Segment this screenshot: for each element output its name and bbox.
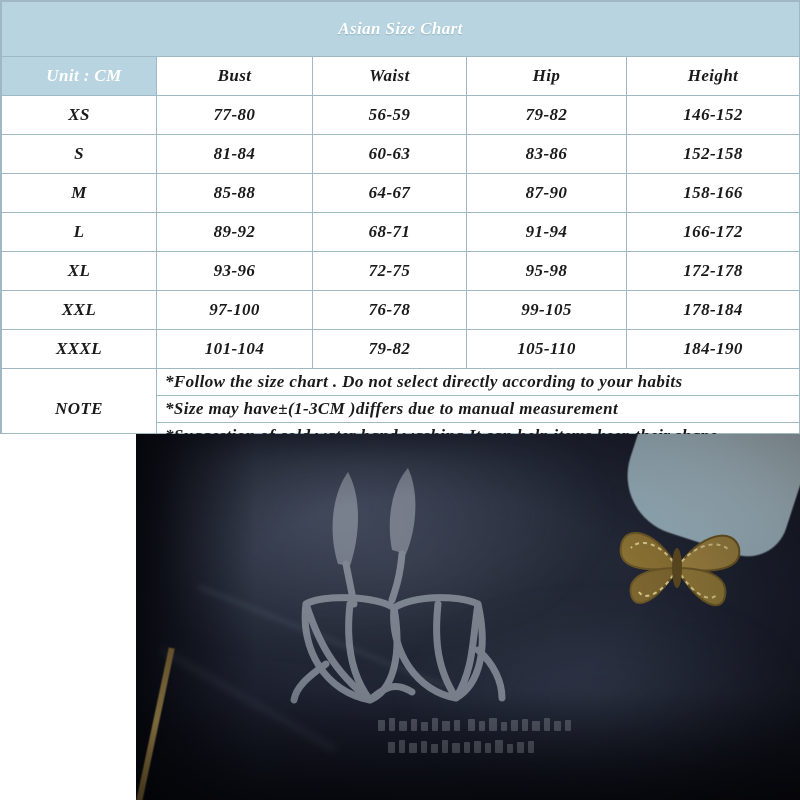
cell-waist: 79-82 (313, 330, 467, 369)
butterfly-applique-icon (615, 506, 745, 631)
cell-height: 152-158 (627, 135, 800, 174)
satin-fabric-background (136, 434, 800, 800)
cell-hip: 91-94 (467, 213, 627, 252)
cell-bust: 77-80 (157, 96, 313, 135)
cell-height: 178-184 (627, 291, 800, 330)
table-row (2, 291, 800, 330)
tulip-flower-print-icon (266, 454, 526, 704)
cell-waist: 68-71 (313, 213, 467, 252)
size-label: XXL (2, 291, 157, 330)
table-row (2, 330, 800, 369)
brand-lettering-icon (376, 714, 626, 760)
size-label: XL (2, 252, 157, 291)
size-label: XXXL (2, 330, 157, 369)
table-row (2, 174, 800, 213)
table-row (2, 96, 800, 135)
cell-hip: 83-86 (467, 135, 627, 174)
note-label: NOTE (2, 369, 157, 450)
cell-waist: 60-63 (313, 135, 467, 174)
page-title: Asian Size Chart (2, 2, 800, 57)
size-label: M (2, 174, 157, 213)
cell-height: 184-190 (627, 330, 800, 369)
cell-waist: 76-78 (313, 291, 467, 330)
cell-waist: 64-67 (313, 174, 467, 213)
chart-header-row (2, 57, 800, 96)
column-header-bust: Bust (157, 57, 313, 96)
table-row (2, 213, 800, 252)
cell-hip: 99-105 (467, 291, 627, 330)
cell-hip: 87-90 (467, 174, 627, 213)
cell-bust: 85-88 (157, 174, 313, 213)
size-label: XS (2, 96, 157, 135)
size-label: L (2, 213, 157, 252)
cell-hip: 105-110 (467, 330, 627, 369)
cell-bust: 101-104 (157, 330, 313, 369)
product-photo (0, 434, 800, 800)
cell-hip: 79-82 (467, 96, 627, 135)
cell-height: 166-172 (627, 213, 800, 252)
column-header-hip: Hip (467, 57, 627, 96)
cell-waist: 72-75 (313, 252, 467, 291)
chart-title-row (2, 2, 800, 57)
table-row (2, 252, 800, 291)
column-header-height: Height (627, 57, 800, 96)
cell-height: 172-178 (627, 252, 800, 291)
cell-waist: 56-59 (313, 96, 467, 135)
cell-height: 146-152 (627, 96, 800, 135)
cell-bust: 81-84 (157, 135, 313, 174)
note-row-1 (2, 369, 800, 396)
note-line: *Follow the size chart . Do not select directly according to your habits (157, 369, 800, 396)
cell-bust: 97-100 (157, 291, 313, 330)
table-row (2, 135, 800, 174)
note-line: *Size may have±(1-3CM )differs due to manual measurement (157, 396, 800, 423)
size-chart-table (1, 1, 800, 450)
unit-label: Unit : CM (2, 57, 157, 96)
size-label: S (2, 135, 157, 174)
cell-hip: 95-98 (467, 252, 627, 291)
cell-bust: 89-92 (157, 213, 313, 252)
cell-bust: 93-96 (157, 252, 313, 291)
cell-height: 158-166 (627, 174, 800, 213)
column-header-waist: Waist (313, 57, 467, 96)
